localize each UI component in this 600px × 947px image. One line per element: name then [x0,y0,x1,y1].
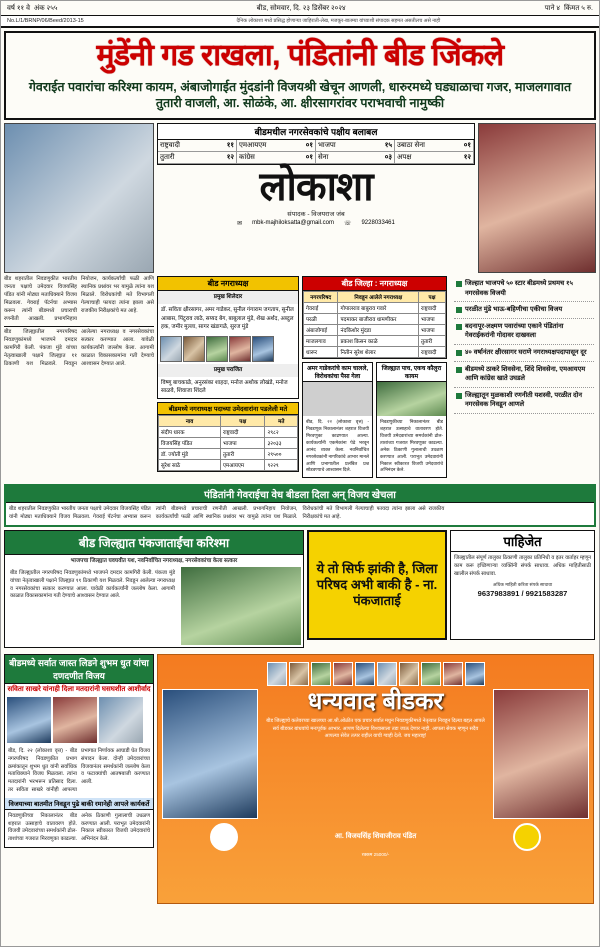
score-cell: उबाठा सेना ०१ [395,140,474,152]
wanted-body: जिल्ह्यातील संपूर्ण तालुका ठिकाणी तालुका प्रतिनिधी व इतर वार्ताहर म्हणून काम करू इच्छिणाऱ्या व्यक्तिंनी संपर्क साधावा. अधिक माहितीसाठी खालील संपर्क साधावा. [454,554,591,577]
candidate-photo [493,689,589,819]
publication-logo: लोकाशा [259,164,373,210]
masthead-topbar [1,1,599,16]
beed-district-sub: भाजपचा जिल्ह्यात घवघवीत यश, नवनिर्वाचित नगराध्यक्ष, नगरसेवकांचा केला सत्कार [70,557,238,564]
leader-photo-strip [162,659,589,689]
photo-right [478,123,596,273]
nagaradhyaksh-table [303,291,446,358]
editor-line: संपादक - विजयराज जंब [287,211,345,219]
column-right [454,276,594,481]
list-item: ४० वर्षानंतर क्षीरसागर घराणे नगराध्यक्षपदापासून दूर [454,345,594,362]
disclaimer: दैनिक लोकाशा मध्ये प्रसिद्ध होणाऱ्या जाहिराती-लेख, मजकूर-बातम्या यांच्याशी संपादक सहमत असतीलच असे नाही [236,18,441,24]
headline-block [4,31,596,120]
email-icon: ✉ [237,221,243,228]
bullet-square-icon [456,281,462,287]
panel-section-head: प्रमुख शिलेदार [158,291,298,304]
score-and-logo [157,123,475,273]
bullet-square-icon [456,367,462,373]
logo-row [157,164,475,210]
column-middle [157,276,451,481]
col-head: पक्ष [221,415,265,426]
list-item: जिल्हात भाजपचे ५० स्टार बीडमध्ये प्रथमच १५ नगरसेवक विजयी [454,276,594,302]
panel-title: बीड नगराध्यक्ष [158,277,298,291]
thanks-advertisement [157,654,594,904]
col-head: पक्ष [419,292,446,303]
wanted-title: पाहिजेत [451,531,594,552]
panel-section-head-2: प्रमुख पराजित [158,364,298,377]
masthead-band [1,123,599,273]
score-cell: भाजपा १५ [316,140,395,152]
beed-district-photo [181,567,301,645]
panel-votes [157,402,299,472]
bottom-left-photo-3 [99,697,143,743]
small-box-title: जिल्ह्यात पाच, एकच कौलुरा कायम [377,363,446,382]
quote-box: ये तो सिर्फ झांकी है, जिला परिषद अभी बाकी है - ना. पंकजाताई [307,530,447,640]
wanted-ad-box [450,530,595,640]
email-text: mbk-majhiloksatta@gmail.com [252,220,334,227]
wanted-phone: 9637983891 / 9921583287 [477,589,568,599]
contact-line [157,220,475,227]
table-row: डॉ. ज्योती मुंडे तुतारी २९५०० [159,448,298,459]
thumb [206,336,228,362]
small-box-text: निवडणुकीच्या निकालानंतर बीड शहरात उत्साहाचे वातावरण होते. विजयी उमेदवारांच्या समर्थकांनी ढोल-ताशांच्या गजरात मिरवणुका काढल्या. अनेक ठिकाणी गुलालाची उधळण करण्यात आली. पराभूत उमेदवारांनी निकाल स्वीकारत विजयी उमेदवारांचे अभिनंदन केले. [380,419,443,473]
green-story-box [4,484,596,527]
table-row: परळी पदमाकर बाजीराव धामणीकर भाजपा [304,314,446,325]
score-cell: तुतारी १२ [158,152,237,164]
leader-photo [355,662,375,686]
leader-photo [267,662,287,686]
main-leader-photo [162,689,258,819]
small-box-1 [302,362,373,478]
thumb [160,336,182,362]
place-date: बीड, सोमवार, दि. २३ डिसेंबर २०२४ [256,5,346,12]
mid-box-row [1,530,599,651]
bottom-left-story [4,654,154,848]
bottom-left-photo-1 [7,697,51,743]
score-grid [157,140,475,165]
panel-beed-nagaradhyaksh [157,276,299,399]
leader-photo [311,662,331,686]
table-row: विजयसिंह पंडित भाजपा ३२०३३ [159,437,298,448]
col-head: नाव [159,415,221,426]
score-cell: सेना ०३ [316,152,395,164]
ad-amount: रक्कम 25000/- [361,851,390,857]
bullet-list [454,276,594,413]
table-row: गेवराई गोपालराव बाबुराव गवारे राष्ट्रवादी [304,303,446,314]
pages-label: पाने ४ [544,5,561,12]
bottom-left-foot-body: निवडणुकीच्या निकालानंतर बीड शहरात उत्साहाचे वातावरण होते. विजयी उमेदवारांच्या समर्थकांनी ढोल-ताशांच्या गजरात मिरवणुका काढल्या. अनेक ठिकाणी गुलालाची उधळण करण्यात आली. पराभूत उमेदवारांनी निकाल स्वीकारत विजयी उमेदवारांचे अभिनंदन केले. [8,812,150,843]
list-item: बीडमध्ये ठाकरे शिवसेना, शिंदे शिवसेना, एमआयएम आणि कांग्रेस खाते उघडले [454,362,594,388]
thumb [183,336,205,362]
score-title: बीडमधील नगरसेवकांचे पक्षीय बलाबल [157,123,475,140]
thanks-body: बीड जिल्ह्याचे कलेवरच्या खालच्या आ.श्री.ओळीत एक प्रचार सर्वात मधुन निवडणुकीमध्ये नेतृत्वात निवडून दिल्या बद्दल आपले सर्व बीडकर बांधवांचे मनःपूर्वक आभार. आपण दिलेल्या विश्वासाला तडा जाऊ देणार नाही. आपला सेवक म्हणून सदैव आपल्या सेवेत तत्पर राहील याची ग्वाही देतो. जय महाराष्ट्र! [266,718,485,740]
panel-title: बीड जिल्हा : नगराध्यक्ष [303,277,446,291]
price-label: किंमत ५ रु. [563,5,593,12]
ad-footer-name: आ. विजयसिंह शिवाजीराव पंडित [334,833,417,841]
issue-label: अंक २५५ [33,5,58,12]
beed-district-body: बीड जिल्ह्यातील नगरपरिषद निवडणुकांमध्ये भाजपने दमदार कामगिरी केली. पंकजा मुंडे यांच्या नेतृत्वाखाली पक्षाने जिल्ह्यात ११ ठिकाणी यश मिळवले. निवडून आलेल्या नगराध्यक्ष व नगरसेवकांचा सत्कार करण्यात आला. यावेळी कार्यकर्त्यांनी जल्लोष केला. आगामी काळात विकासकामांना गती देण्याचे आश्वासन देण्यात आले. [10,569,175,600]
list-item: परळीत मुंडे भाऊ-बहिणीचा एकीचा विजय [454,302,594,319]
leader-photo [465,662,485,686]
col-head: निवडून आलेले नगराध्यक्ष [338,292,419,303]
registration-bar [1,16,599,28]
table-row: धारूर नितीन सुरेश शेलार राष्ट्रवादी [304,347,446,358]
thumb [252,336,274,362]
lead-story-text-2: बीड जिल्ह्यातील नगरपरिषद निवडणुकांमध्ये भाजपने दमदार कामगिरी केली. पंकजा मुंडे यांच्या नेतृत्वाखाली पक्षाने जिल्ह्यात ११ ठिकाणी यश मिळवले. निवडून आलेल्या नगराध्यक्ष व नगरसेवकांचा सत्कार करण्यात आला. यावेळी कार्यकर्त्यांनी जल्लोष केला. आगामी काळात विकासकामांना गती देण्याचे आश्वासन देण्यात आले. [4,328,154,367]
list-item: जिल्ह्यातून मुळकाशी रणनीती यशस्वी, परळीत दोन नगरसेवक निवडून आणले [454,388,594,414]
panel-section-body-2: विष्णू बाचकाळे, अनुरसंका शाहदा, मनोज अशोक लोखंडे, मनोज साळवे, शिवाजा शिंदले [161,379,288,395]
bullet-square-icon [456,393,462,399]
beed-district-title: बीड जिल्ह्यात पंकजाताईंचा करिश्मा [4,530,304,555]
main-body [1,273,599,484]
leader-photo [443,662,463,686]
beed-district-box [4,555,304,648]
green-story-body: बीड शहरातील निवडणुकीत भारतीय जनता पक्षाचे उमेदवार विजयसिंह पंडित यांनी मोठ्या मताधिक्याने विजय मिळवला. गेवराई पॅटर्नचा अभ्यास करून त्यांनी बीडमध्ये प्रचाराची रणनीती आखली. प्रभागनिहाय नियोजन, कार्यकर्त्यांची फळी आणि स्थानिक प्रश्नांवर भर यामुळे त्यांना यश मिळाले. विरोधकांची मते विभागली गेल्याचाही फायदा त्यांना झाला असे राजकीय निरीक्षकांचे मत आहे. [9,506,445,521]
score-cell: एमआयएम ०१ [237,140,316,152]
panel-beed-jilha [302,276,447,359]
reg-number: No.L/1/BRNP/06/Beed/2013-15 [7,18,84,24]
small-box-title: अमर गाडेकरांचे काम चालले, विरोधकांचा पैसा गेला [303,363,372,382]
panel-section-body: डॉ. सविता क्षीरसागर, अमर गाडेकर, सुनील गंगाराम जगताप, सुनील आबास, पिंटूराव लाठे, सय्यद बेग, बाबूलाल मुंडे, शेख अर्शद, अब्दुल हक, जमीर मुल्ला, सागर खंडागळे, सुरज मुंडे [161,306,294,331]
table-row: माजलगाव प्रकाश किसन काळे तुतारी [304,336,446,347]
col-head: नगरपरिषद [304,292,338,303]
clock-icon [210,823,238,851]
score-cell: कांग्रेस ०१ [237,152,316,164]
table-row: सुरेश साठे एमआयएम ९२२९ [159,459,298,470]
bottom-left-sub: सविता साखरे यांनाही दिला मतदारांनी घसघशीत आशीर्वाद [7,685,151,693]
column-left [4,276,154,481]
thumbnail-row [158,334,298,364]
score-cell: राष्ट्रवादी ११ [158,140,237,152]
bottom-left-head: बीडमध्ये सर्वात जास्त लिडने शुभम धुत यांचा दणदणीत विजय [5,655,153,684]
sub-headline: गेवराईत पवारांचा करिश्मा कायम, अंबाजोगाईत मुंदडांनी विजयश्री खेचून आणली, धारुरमध्ये घड्याळाचा गजर, माजलगावात तुतारी वाजली, आ. सोळंके, आ. क्षीरसागरांवर पराभवाची नामुष्की [28,79,572,111]
score-cell: अपक्ष १२ [395,152,474,164]
panel-title: बीडमध्ये नगराध्यक्ष पदाच्या उमेदवारांना पडलेली मते [158,403,298,415]
thanks-text: धन्यवाद बीडकर [307,687,444,715]
bullet-square-icon [456,307,462,313]
main-headline: मुंडेंनी गड राखला, पंडितांनी बीड जिंकले [96,39,504,72]
small-box-photo [377,382,446,416]
leader-photo [289,662,309,686]
votes-table [158,415,298,471]
small-box-text: बीड, दि. २२ (लोकाशा वृत्त) - निवडणूक निकालानंतर शहरात विजयी मिरवणुका काढण्यात आल्या. कार्यकर्त्यांनी एकमेकांना पेढे भरवून आनंद व्यक्त केला. नवनिर्वाचित नगरसेवकांनी नागरिकांचे आभार मानले आणि प्रभागातील प्रलंबित प्रश्न सोडवण्याचे आश्वासन दिले. [306,419,369,473]
bottom-left-foot-head: विजयाच्या बातमीत निवडून पुढे बाकी रमानेही आपले कार्यकर्ते [5,798,153,810]
list-item: बदनापूर-लक्ष्मण पवारांच्या एकाने पंडितांना गेवराईकरांनी गोदावर दाखवला [454,319,594,345]
leader-photo [377,662,397,686]
leader-photo [333,662,353,686]
leader-photo [399,662,419,686]
table-row: संदीप धारक राष्ट्रवादी २९८२ [159,426,298,437]
bullet-square-icon [456,350,462,356]
small-box-photo [303,382,372,416]
lead-story-text: बीड शहरातील निवडणुकीत भारतीय जनता पक्षाचे उमेदवार विजयसिंह पंडित यांनी मोठ्या मताधिक्याने विजय मिळवला. गेवराई पॅटर्नचा अभ्यास करून त्यांनी बीडमध्ये प्रचाराची रणनीती आखली. प्रभागनिहाय नियोजन, कार्यकर्त्यांची फळी आणि स्थानिक प्रश्नांवर भर यामुळे त्यांना यश मिळाले. विरोधकांची मते विभागली गेल्याचाही फायदा त्यांना झाला असे राजकीय निरीक्षकांचे मत आहे. [4,276,154,322]
col-head: मते [265,415,298,426]
bottom-left-body: बीड, दि. २२ (लोकाशा वृत्त) - बीड नगरपरिषद निवडणुकीत प्रभाग क्रमांकातून शुभम धुत यांनी सर्वाधिक मताधिक्याने विजय मिळवला. त्यांना मतदारांनी भरभरून प्रतिसाद दिला. तर सविता साखरे यांनीही आपल्या प्रभागात निर्णायक आघाडी घेत विजय संपादन केला. दोन्ही उमेदवारांच्या विजयानंतर समर्थकांनी जल्लोष केला व फटाक्यांची आतषबाजी करण्यात आली. [8,747,150,793]
table-row: अंबाजोगाई नंदकिशोर मुंदडा भाजपा [304,325,446,336]
phone-icon: ☏ [343,221,352,228]
bullet-square-icon [456,324,462,330]
leader-photo [421,662,441,686]
green-story-title: पंडितांनी गेवराईचा वेध बीडला दिला अन् विजय खेचला [6,486,594,503]
volume-label: वर्ष ११ वे [7,5,30,12]
bottom-section [1,651,599,907]
thumb [229,336,251,362]
party-symbol-icon [513,823,541,851]
photo-left [4,123,154,273]
small-box-2 [376,362,447,478]
bottom-left-photo-2 [53,697,97,743]
wanted-note: अधिक माहिती करिता संपर्क साधावा [492,582,553,588]
phone-text: 9228033461 [361,220,395,227]
